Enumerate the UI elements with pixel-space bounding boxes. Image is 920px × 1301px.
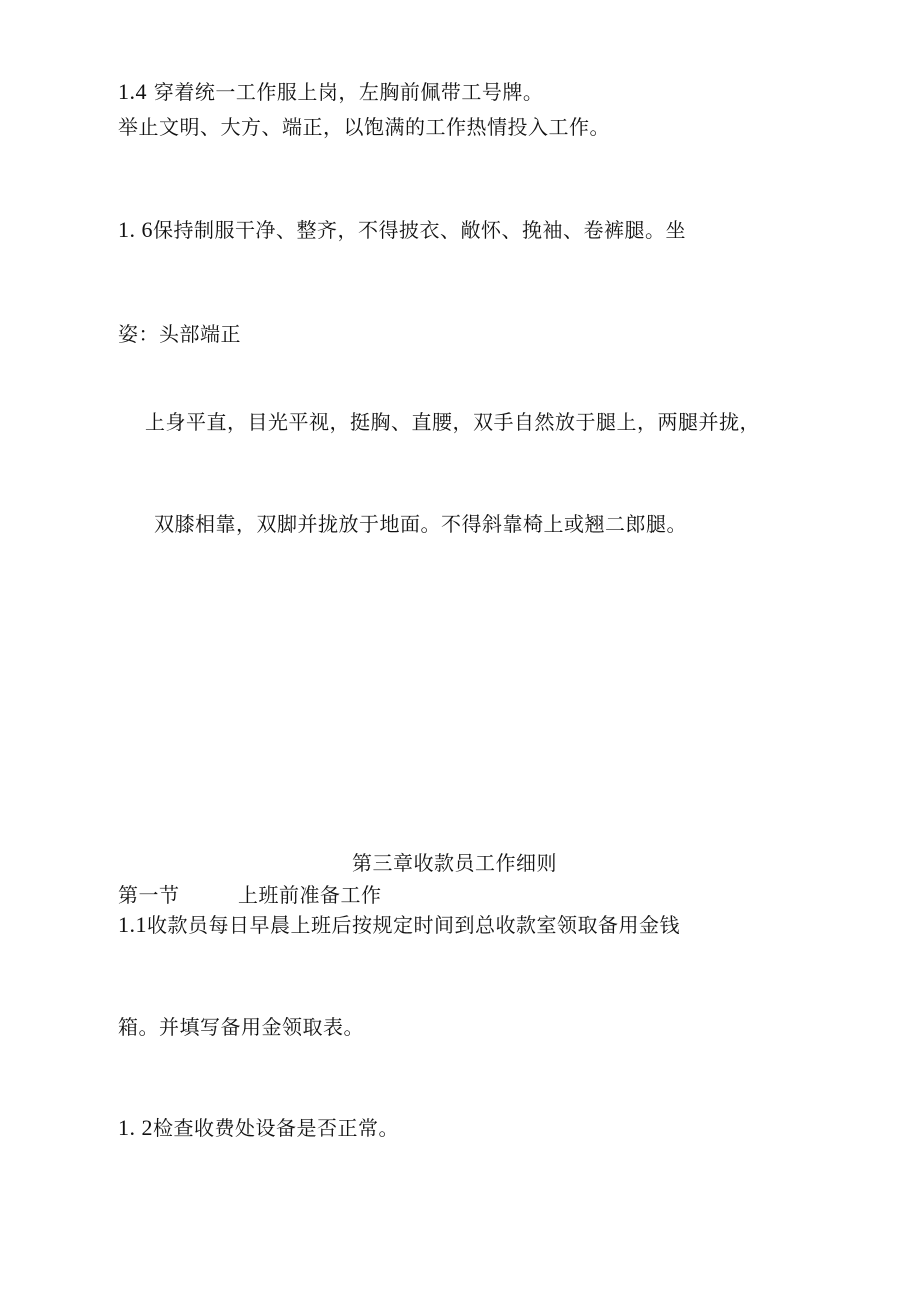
- item-text: 姿：头部端正: [118, 322, 241, 346]
- paragraph-1-4: [118, 80, 543, 104]
- item-text: 举止文明、大方、端正，以饱满的工作热情投入工作。: [118, 115, 610, 139]
- item-text: 上身平直，目光平视，挺胸、直腰，双手自然放于腿上，两腿并拢，: [145, 410, 760, 434]
- paragraph-upper-body: [145, 410, 760, 434]
- item-number: 1.1: [118, 912, 147, 937]
- paragraph-knees: [154, 512, 687, 536]
- item-text: 箱。并填写备用金领取表。: [118, 1015, 364, 1039]
- item-number: 1. 6: [118, 217, 153, 242]
- item-text: 检查收费处设备是否正常。: [153, 1116, 399, 1140]
- item-1-1: [118, 913, 680, 937]
- item-text: 双膝相靠，双脚并拢放于地面。不得斜靠椅上或翘二郎腿。: [154, 512, 687, 536]
- item-text: 穿着统一工作服上岗，左胸前佩带工号牌。: [147, 80, 544, 104]
- item-text: 保持制服干净、整齐，不得披衣、敞怀、挽袖、卷裤腿。坐: [153, 218, 686, 242]
- section-title: 上班前准备工作: [238, 883, 382, 907]
- section-label: 第一节: [118, 883, 180, 907]
- paragraph-1-6: [118, 218, 686, 242]
- item-text: 收款员每日早晨上班后按规定时间到总收款室领取备用金钱: [147, 913, 680, 937]
- item-number: 1. 2: [118, 1115, 153, 1140]
- item-1-2: [118, 1116, 399, 1140]
- item-1-1-continued: [118, 1015, 364, 1039]
- paragraph-conduct: [118, 115, 610, 139]
- item-number: 1.4: [118, 79, 147, 104]
- paragraph-sitting-posture: [118, 322, 241, 346]
- chapter-title: 第三章收款员工作细则: [352, 851, 557, 875]
